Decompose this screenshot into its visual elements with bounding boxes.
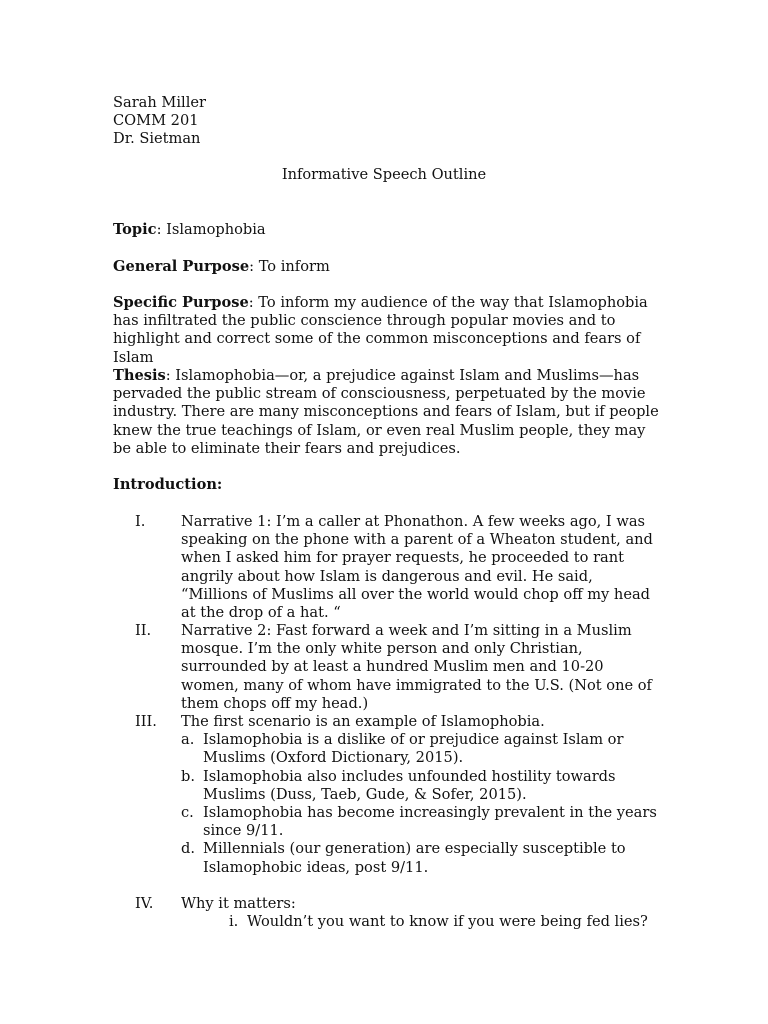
specific-purpose-paragraph bbox=[113, 294, 663, 367]
topic-line bbox=[113, 221, 663, 239]
introduction-heading: Introduction: bbox=[113, 476, 223, 493]
sub-item-i bbox=[181, 913, 663, 931]
author-name: Sarah Miller bbox=[113, 94, 206, 111]
sub-letter: c. bbox=[181, 804, 194, 822]
thesis-label: Thesis bbox=[113, 367, 166, 384]
outline-numeral: IV. bbox=[135, 895, 154, 912]
sub-text: Wouldn’t you want to know if you were being fed lies? bbox=[247, 913, 648, 931]
header-block bbox=[113, 94, 663, 149]
thesis-paragraph bbox=[113, 367, 663, 458]
outline-text: Why it matters: bbox=[181, 895, 296, 912]
sub-item-a bbox=[181, 731, 663, 767]
sub-text: Islamophobia is a dislike of or prejudice against Islam or Muslims (Oxford Dictionary, 2015). bbox=[203, 731, 624, 767]
specific-purpose-label: Specific Purpose bbox=[113, 294, 249, 311]
outline-numeral: III. bbox=[135, 713, 157, 730]
outline-text: Narrative 1: I’m a caller at Phonathon. A few weeks ago, I was speaking on the phone with a parent of a Wheaton student, and when I asked him for prayer requests, he proceeded to rant angrily about how Islam is dangerous and evil. He said, “Millions of Muslims all over the world would chop off my head at the drop of a hat. “ bbox=[181, 513, 653, 622]
instructor-name: Dr. Sietman bbox=[113, 130, 201, 148]
outline-body bbox=[181, 713, 663, 877]
general-purpose-value: : To inform bbox=[249, 258, 330, 275]
general-purpose-label: General Purpose bbox=[113, 258, 250, 275]
outline-body bbox=[181, 895, 663, 931]
thesis-value: : Islamophobia—or, a prejudice against Islam and Muslims—has pervaded the public stream of consciousness, perpetuated by the movie industry. There are many misconceptions and fears of Islam, but if people knew the true teachings of Islam, or even real Muslim people, they may be able to eliminate their fears and prejudices. bbox=[113, 367, 659, 457]
sub-text: Islamophobia also includes unfounded hostility towards Muslims (Duss, Taeb, Gude, & Sofer, 2015). bbox=[203, 767, 616, 803]
document-title: Informative Speech Outline bbox=[281, 166, 487, 183]
sub-text: Millennials (our generation) are especially susceptible to Islamophobic ideas, post 9/11. bbox=[203, 840, 626, 876]
sub-numeral: i. bbox=[229, 913, 239, 931]
outline-text: Narrative 2: Fast forward a week and I’m sitting in a Muslim mosque. I’m the only white person and only Christian, surrounded by at least a hundred Muslim men and 10-20 women, many of whom have immigrated to the U.S. (Not one of them chops off my head.) bbox=[181, 622, 652, 712]
sub-letter: a. bbox=[181, 731, 195, 749]
specific-purpose-value: : To inform my audience of the way that Islamophobia has infiltrated the public conscience through popular movies and to highlight and correct some of the common misconceptions and fears of Islam bbox=[113, 294, 648, 366]
course-code: COMM 201 bbox=[113, 112, 199, 130]
topic-label: Topic bbox=[113, 221, 157, 238]
sub-item-d bbox=[181, 840, 663, 876]
sub-letter: d. bbox=[181, 840, 195, 858]
topic-value: : Islamophobia bbox=[156, 221, 266, 238]
outline-numeral: I. bbox=[135, 513, 146, 530]
sub-letter: b. bbox=[181, 767, 195, 785]
sub-item-b bbox=[181, 768, 663, 804]
outline-text: The first scenario is an example of Islamophobia. bbox=[181, 713, 545, 730]
sub-text: Islamophobia has become increasingly prevalent in the years since 9/11. bbox=[203, 804, 657, 840]
general-purpose-line bbox=[113, 258, 663, 276]
outline-numeral: II. bbox=[135, 622, 152, 639]
sub-item-c bbox=[181, 804, 663, 840]
